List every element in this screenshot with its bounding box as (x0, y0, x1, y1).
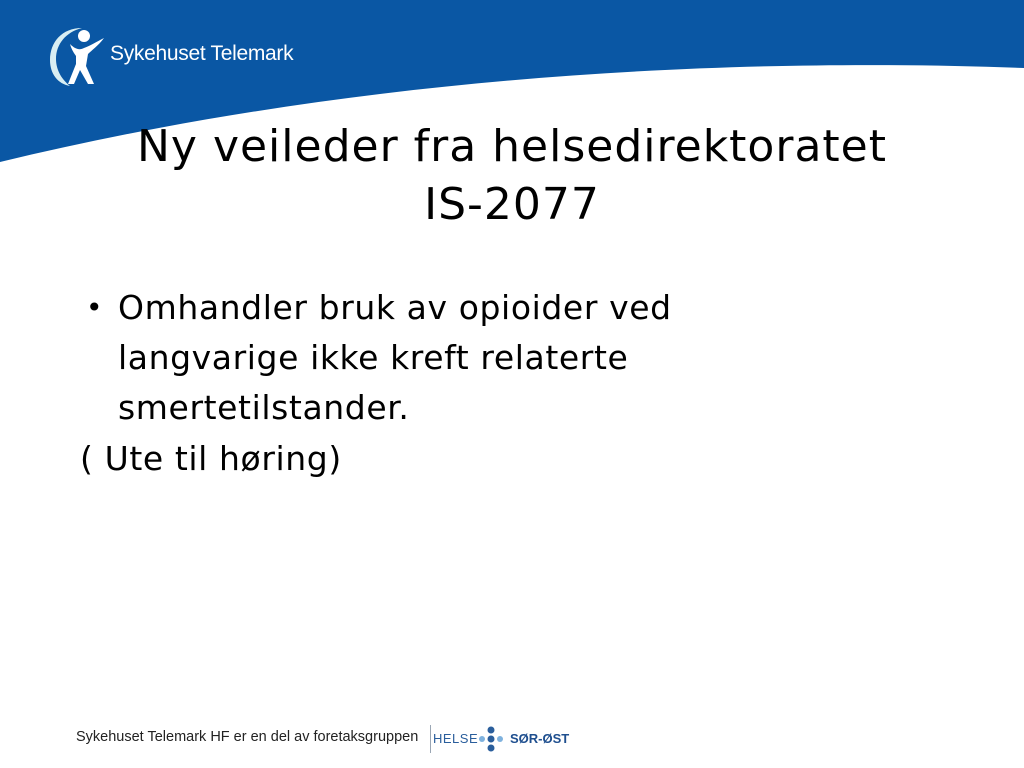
helse-word: HELSE (433, 731, 479, 746)
helse-region: SØR-ØST (510, 731, 570, 746)
slide-title (0, 118, 1024, 234)
footer (76, 723, 596, 755)
helse-dots-icon (476, 725, 506, 753)
title-line-1: Ny veileder fra helsedirektoratet (137, 121, 887, 172)
bullet-item (80, 283, 840, 433)
bullet-line-1: Omhandler bruk av opioider ved (118, 288, 672, 327)
note-text: ( Ute til høring) (80, 439, 342, 478)
bullet-line-3: smertetilstander. (118, 388, 410, 427)
footer-text: Sykehuset Telemark HF er en del av foretaksgruppen (76, 729, 419, 745)
sykehuset-telemark-logo (46, 22, 336, 92)
bullet-line-2: langvarige ikke kreft relaterte (118, 338, 629, 377)
bullet-list (80, 283, 840, 433)
person-figure-icon (46, 22, 110, 88)
bullet-dot: • (86, 291, 104, 324)
title-line-2: IS-2077 (424, 179, 600, 230)
logo-text: Sykehuset Telemark (110, 42, 294, 65)
footer-divider (430, 725, 431, 753)
